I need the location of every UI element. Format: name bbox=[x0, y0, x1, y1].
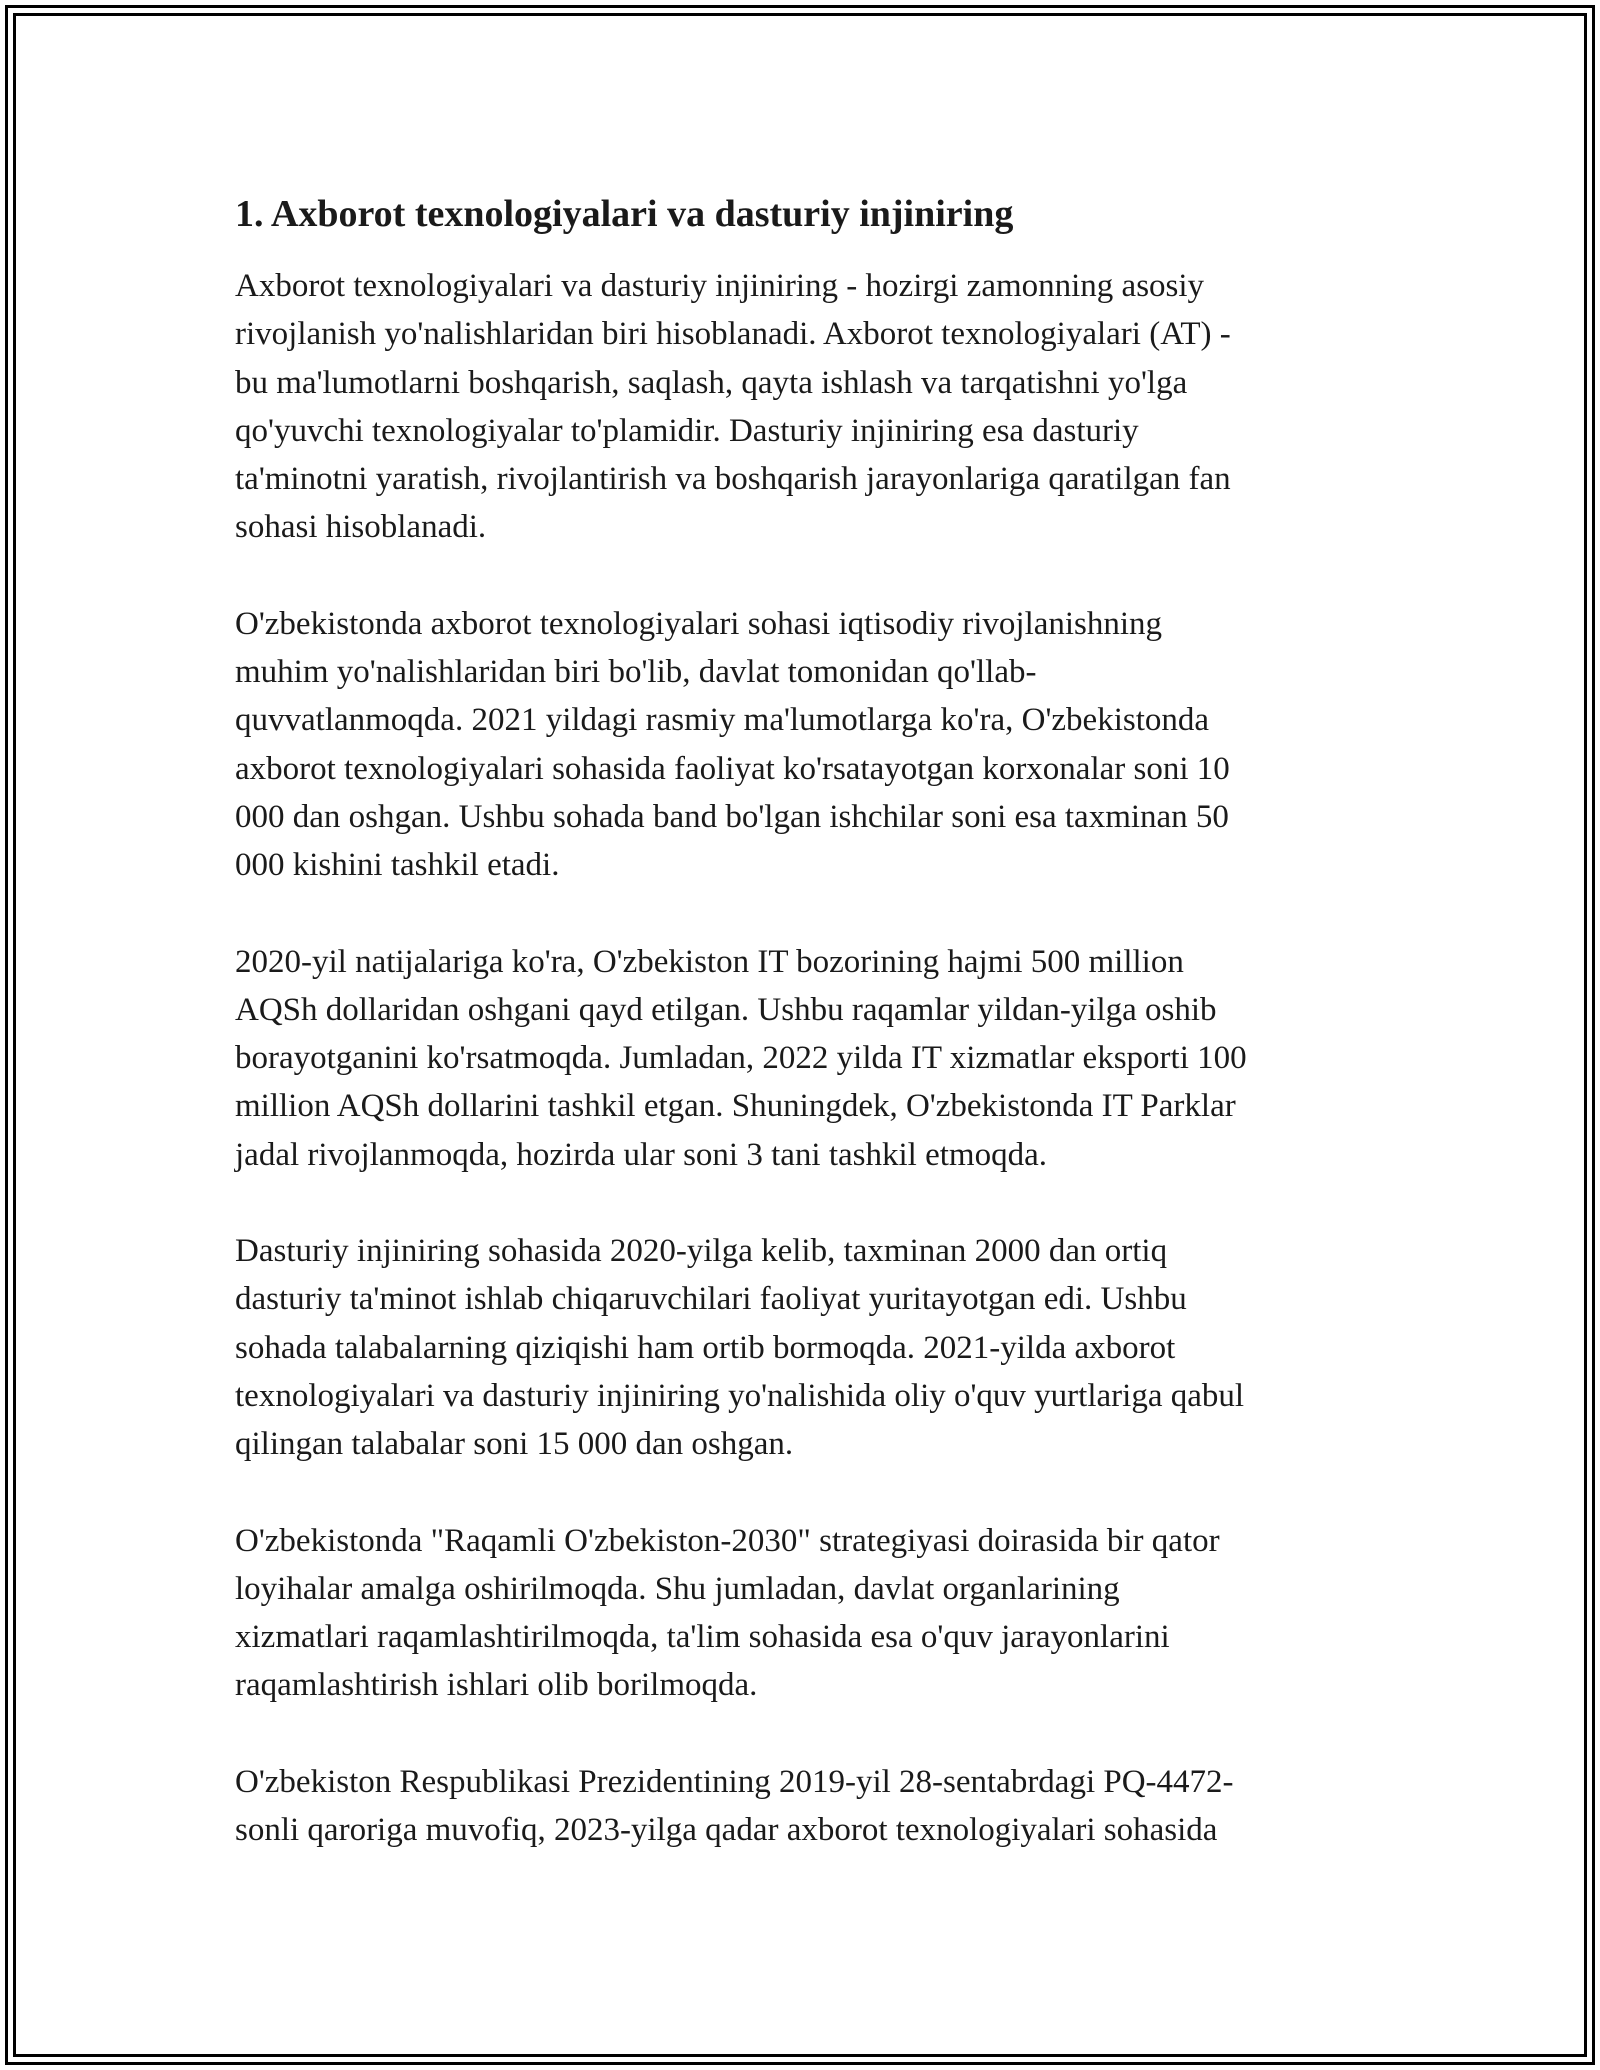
paragraph-presidential-decree: O'zbekiston Respublikasi Prezidentining 2019-yil 28-sentabrdagi PQ-4472- sonli qaroriga muvofiq, 2023-yilga qadar axborot texnologiyalari sohasida bbox=[235, 1763, 1234, 1849]
paragraph-it-market: 2020-yil natijalariga ko'ra, O'zbekiston IT bozorining hajmi 500 million AQSh dollaridan oshgani qayd etilgan. Ushbu raqamlar yildan-yilga oshib borayotganini ko'rsatmoqda. Jumladan, 2022 yilda IT xizmatlar eksporti 100 million AQSh dollarini tashkil etgan. Shuningdek, O'zbekistonda IT Parklar jadal rivojlanmoqda, hozirda ular soni 3 tani tashkil etmoqda. bbox=[235, 943, 1247, 1173]
paragraph-it-sector: O'zbekistonda axborot texnologiyalari sohasi iqtisodiy rivojlanishning muhim yo'nalishlaridan biri bo'lib, davlat tomonidan qo'llab- quvvatlanmoqda. 2021 yildagi rasmiy ma'lumotlarga ko'ra, O'zbekistonda axborot texnologiyalari sohasida faoliyat ko'rsatayotgan korxonalar soni 10 000 dan oshgan. Ushbu sohada band bo'lgan ishchilar soni esa taxminan 50 000 kishini tashkil etadi. bbox=[235, 605, 1230, 884]
section-heading: 1. Axborot texnologiyalari va dasturiy injiniring bbox=[235, 193, 1014, 235]
paragraph-software-engineering: Dasturiy injiniring sohasida 2020-yilga kelib, taxminan 2000 dan ortiq dasturiy ta'minot ishlab chiqaruvchilari faoliyat yuritayotgan edi. Ushbu sohada talabalarning qiziqishi ham ortib bormoqda. 2021-yilda axborot texnologiyalari va dasturiy injiniring yo'nalishida oliy o'quv yurtlariga qabul qilingan talabalar soni 15 000 dan oshgan. bbox=[235, 1233, 1245, 1463]
paragraph-intro: Axborot texnologiyalari va dasturiy injiniring - hozirgi zamonning asosiy rivojlanish yo'nalishlaridan biri hisoblanadi. Axborot texnologiyalari (AT) - bu ma'lumotlarni boshqarish, saqlash, qayta ishlash va tarqatishni yo'lga qo'yuvchi texnologiyalar to'plamidir. Dasturiy injiniring esa dasturiy ta'minotni yaratish, rivojlantirish va boshqarish jarayonlariga qaratilgan fan sohasi hisoblanadi. bbox=[235, 268, 1231, 546]
paragraph-digital-strategy: O'zbekistonda "Raqamli O'zbekiston-2030" strategiyasi doirasida bir qator loyihalar amalga oshirilmoqda. Shu jumladan, davlat organlarining xizmatlari raqamlashtirilmoqda, ta'lim sohasida esa o'quv jarayonlarini raqamlashtirish ishlari olib borilmoqda. bbox=[235, 1522, 1220, 1704]
document-body bbox=[235, 186, 1375, 1902]
